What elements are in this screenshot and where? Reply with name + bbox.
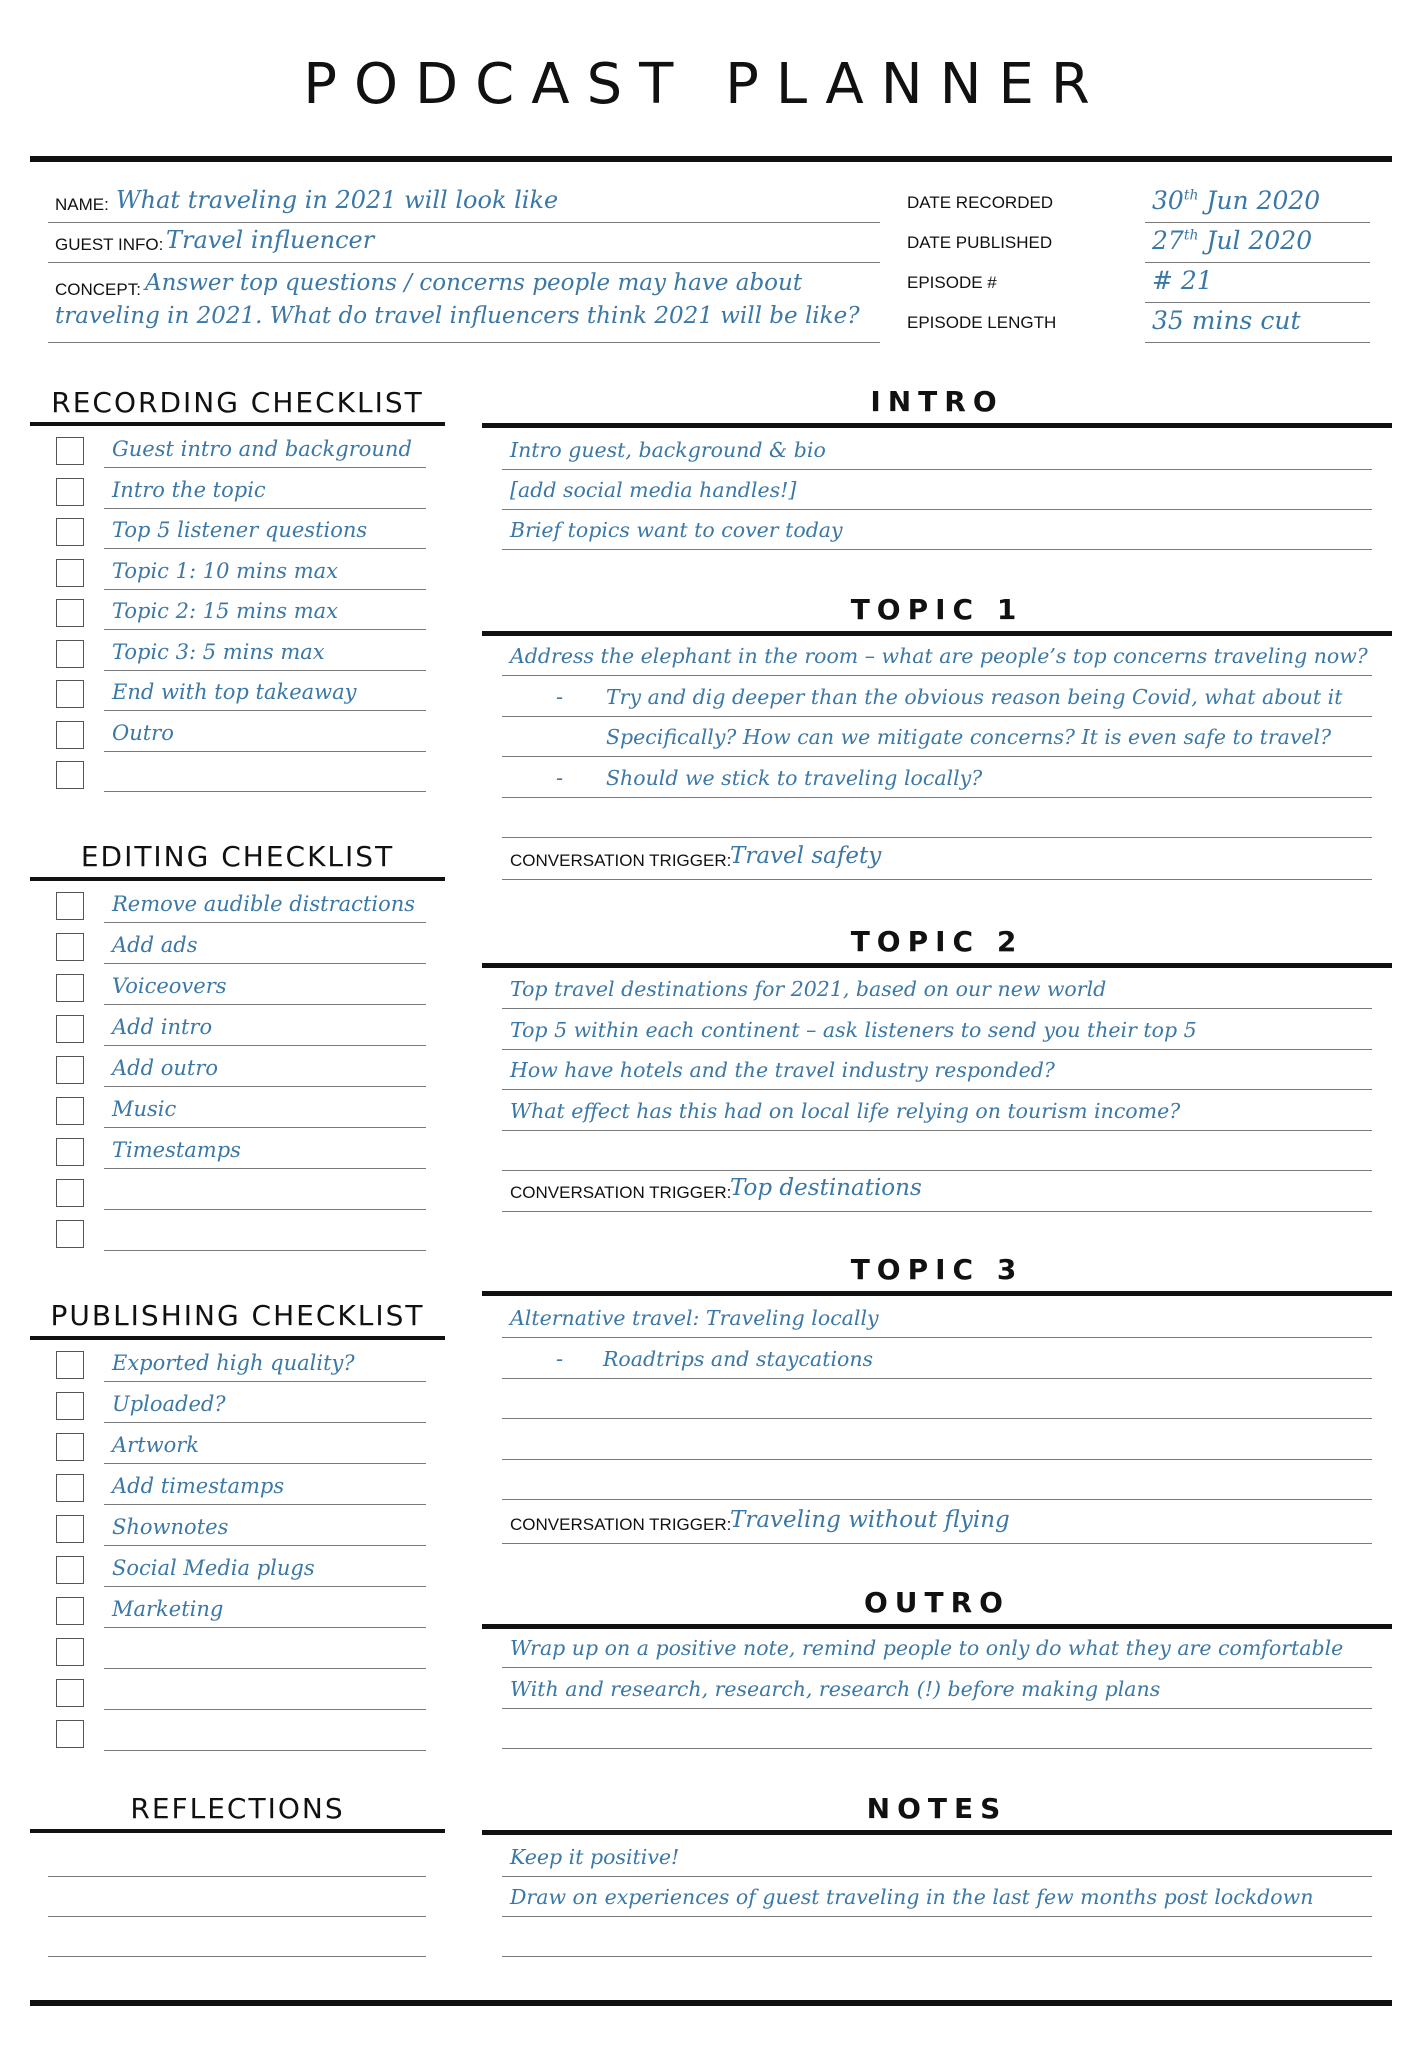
date-recorded-day: 30 [1152,186,1184,215]
episode-number-label: EPISODE # [907,273,997,292]
checklist-item-label[interactable]: Add intro [112,1015,213,1039]
concept-value-line2[interactable]: traveling in 2021. What do travel influencers think 2021 will be like? [55,303,860,329]
topic3-line-underline [502,1459,1372,1460]
name-underline [48,222,880,223]
topic1-trigger-value[interactable]: Travel safety [730,843,882,869]
checkbox[interactable] [56,478,84,506]
topic1-line-underline [502,716,1372,717]
topic1-line-text[interactable]: Specifically? How can we mitigate concerns? It is even safe to travel? [606,725,1332,749]
date-recorded-suffix: th [1183,187,1199,204]
checklist-item-underline [104,670,426,671]
checklist-item-label[interactable]: End with top takeaway [112,680,357,704]
topic2-line-underline [502,1049,1372,1050]
topic2-line-text[interactable]: What effect has this had on local life relying on tourism income? [510,1098,1181,1123]
checklist-item-underline [104,1750,426,1751]
topic3-line-text[interactable]: Alternative travel: Traveling locally [510,1306,879,1330]
intro-line-text[interactable]: Intro guest, background & bio [510,438,826,462]
checklist-item-underline [104,1627,426,1628]
intro-line-underline [502,509,1372,510]
checkbox[interactable] [56,559,84,587]
checklist-item-label[interactable]: Shownotes [112,1515,229,1539]
guest-info-value[interactable]: Travel influencer [166,226,375,254]
topic2-line-text[interactable]: Top travel destinations for 2021, based on our new world [510,977,1107,1001]
checkbox[interactable] [56,1056,84,1084]
checkbox[interactable] [56,640,84,668]
date-recorded-value[interactable] [1152,186,1320,215]
checklist-item-underline [104,1709,426,1710]
bullet-dash: - [556,1346,564,1371]
checklist-item-label[interactable]: Add timestamps [112,1474,285,1498]
reflections-line[interactable] [48,1956,426,1957]
checklist-item-label[interactable]: Add ads [112,933,198,957]
checklist-item-underline [104,548,426,549]
episode-number-underline [1145,302,1370,303]
outro-title: OUTRO [863,1586,1010,1619]
reflections-line[interactable] [48,1916,426,1917]
checkbox[interactable] [56,1097,84,1125]
topic1-line-underline [502,837,1372,838]
checklist-item-underline [104,589,426,590]
reflections-rule [30,1829,445,1833]
checkbox[interactable] [56,1556,84,1584]
checklist-item-label[interactable]: Timestamps [112,1138,241,1162]
outro-line-underline [502,1748,1372,1749]
topic2-line-underline [502,1170,1372,1171]
checkbox[interactable] [56,1179,84,1207]
outro-line-underline [502,1708,1372,1709]
topic3-line-underline [502,1418,1372,1419]
checklist-item-underline [104,963,426,964]
checklist-item-underline [104,1168,426,1169]
checklist-item-label[interactable]: Uploaded? [112,1392,226,1416]
header-top-rule [30,156,1392,162]
checklist-item-underline [104,1463,426,1464]
checklist-item-label[interactable]: Topic 2: 15 mins max [112,599,339,623]
checklist-item-underline [104,629,426,630]
notes-line-underline [502,1956,1372,1957]
checkbox[interactable] [56,933,84,961]
notes-line-text[interactable]: Keep it positive! [510,1845,680,1869]
topic3-title: TOPIC 3 [850,1253,1024,1286]
checkbox[interactable] [56,1351,84,1379]
topic1-line-text[interactable]: Try and dig deeper than the obvious reason being Covid, what about it [606,684,1343,709]
checkbox[interactable] [56,599,84,627]
notes-rule [482,1830,1392,1835]
checklist-item-label[interactable]: Artwork [112,1433,200,1457]
topic3-line-underline [502,1337,1372,1338]
intro-line-text[interactable]: Brief topics want to cover today [510,518,843,542]
checklist-item-label[interactable]: Topic 3: 5 mins max [112,639,325,664]
concept-label: CONCEPT: [55,280,141,299]
topic3-line-underline [502,1499,1372,1500]
checkbox[interactable] [56,1015,84,1043]
date-published-underline [1145,262,1370,263]
checklist-item-underline [104,710,426,711]
checklist-item-underline [104,1586,426,1587]
checkbox[interactable] [56,1220,84,1248]
reflections-line[interactable] [48,1876,426,1877]
checklist-item-underline [104,1127,426,1128]
date-published-value[interactable] [1152,226,1312,255]
date-published-month-year: Jul 2020 [1198,226,1313,255]
checklist-item-underline [104,1250,426,1251]
checkbox[interactable] [56,1720,84,1748]
checkbox[interactable] [56,437,84,465]
page-bottom-rule [30,2000,1392,2006]
outro-line-text[interactable]: Wrap up on a positive note, remind people to only do what they are comfortable [510,1636,1344,1660]
checklist-item-underline [104,1545,426,1546]
topic2-line-underline [502,1008,1372,1009]
name-label: NAME: [55,195,109,214]
topic2-title: TOPIC 2 [850,925,1024,958]
topic2-line-text[interactable]: How have hotels and the travel industry responded? [510,1058,1055,1082]
date-recorded-month-year: Jun 2020 [1198,186,1321,215]
name-value[interactable]: What traveling in 2021 will look like [116,186,559,214]
date-published-day: 27 [1152,226,1184,255]
topic2-line-underline [502,1130,1372,1131]
checklist-item-underline [104,1004,426,1005]
checklist-item-underline [104,1668,426,1669]
editing-checklist-rule [30,877,445,881]
topic3-rule [482,1291,1392,1296]
topic3-trigger-label: CONVERSATION TRIGGER: [510,1515,732,1534]
concept-value-line1[interactable]: Answer top questions / concerns people may have about [145,270,803,296]
topic3-line-underline [502,1378,1372,1379]
recording-checklist-title: RECORDING CHECKLIST [51,386,424,419]
checklist-item-label[interactable]: Exported high quality? [112,1351,355,1375]
reflections-title: REFLECTIONS [130,1792,345,1825]
checklist-item-label[interactable]: Social Media plugs [112,1556,315,1580]
topic1-line-text[interactable]: Address the elephant in the room – what are people’s top concerns traveling now? [510,644,1368,668]
intro-line-text[interactable]: [add social media handles!] [510,478,797,502]
episode-length-label: EPISODE LENGTH [907,313,1057,332]
page-title: PODCAST PLANNER [303,52,1107,117]
checklist-item-label[interactable]: Marketing [112,1597,224,1621]
checkbox[interactable] [56,974,84,1002]
checkbox[interactable] [56,1679,84,1707]
notes-line-text[interactable]: Draw on experiences of guest traveling in the last few months post lockdown [510,1885,1314,1909]
episode-length-underline [1145,342,1370,343]
checklist-item-underline [104,751,426,752]
checklist-item-underline [104,791,426,792]
publishing-checklist-rule [30,1336,445,1340]
intro-line-underline [502,549,1372,550]
checkbox[interactable] [56,680,84,708]
topic1-line-underline [502,797,1372,798]
outro-line-underline [502,1667,1372,1668]
checklist-item-underline [104,1045,426,1046]
notes-line-underline [502,1876,1372,1877]
notes-title: NOTES [866,1792,1008,1825]
topic2-rule [482,963,1392,968]
checklist-item-underline [104,1504,426,1505]
topic3-trigger-underline [502,1543,1372,1544]
topic3-line-text[interactable]: Roadtrips and staycations [603,1346,874,1371]
checkbox[interactable] [56,1638,84,1666]
date-published-suffix: th [1183,227,1199,244]
bullet-dash: - [556,765,564,790]
checklist-item-label[interactable]: Topic 1: 10 mins max [112,558,339,583]
checklist-item-underline [104,1209,426,1210]
topic1-line-underline [502,756,1372,757]
checkbox[interactable] [56,721,84,749]
checkbox[interactable] [56,1392,84,1420]
checklist-item-underline [104,922,426,923]
topic2-trigger-value[interactable]: Top destinations [730,1175,922,1201]
intro-line-underline [502,469,1372,470]
checklist-item-label[interactable]: Guest intro and background [112,437,412,461]
recording-checklist-rule [30,422,445,426]
bullet-dash: - [556,684,564,709]
date-recorded-label: DATE RECORDED [907,193,1054,212]
topic2-line-text[interactable]: Top 5 within each continent – ask listeners to send you their top 5 [510,1017,1197,1042]
editing-checklist-title: EDITING CHECKLIST [80,840,395,873]
checklist-item-label[interactable]: Voiceovers [112,974,227,998]
checklist-item-underline [104,1086,426,1087]
checkbox[interactable] [56,1433,84,1461]
topic2-line-underline [502,1089,1372,1090]
checklist-item-label[interactable]: Add outro [112,1056,219,1080]
checklist-item-label[interactable]: Top 5 listener questions [112,518,368,542]
topic1-trigger-label: CONVERSATION TRIGGER: [510,851,732,870]
concept-underline [48,342,880,343]
checkbox[interactable] [56,1597,84,1625]
topic2-trigger-underline [502,1211,1372,1212]
guest-info-underline [48,262,880,263]
intro-title: INTRO [870,385,1004,418]
topic2-trigger-label: CONVERSATION TRIGGER: [510,1183,732,1202]
topic3-trigger-value[interactable]: Traveling without flying [730,1507,1010,1533]
checkbox[interactable] [56,1138,84,1166]
outro-rule [482,1624,1392,1629]
checklist-item-underline [104,508,426,509]
episode-number-value[interactable]: # 21 [1152,266,1213,295]
publishing-checklist-title: PUBLISHING CHECKLIST [50,1299,425,1332]
checklist-item-underline [104,467,426,468]
checklist-item-label[interactable]: Remove audible distractions [112,892,416,916]
episode-length-value[interactable]: 35 mins cut [1152,306,1301,335]
checklist-item-underline [104,1381,426,1382]
topic1-trigger-underline [502,879,1372,880]
topic1-rule [482,631,1392,636]
checklist-item-label[interactable]: Intro the topic [112,477,266,502]
checklist-item-underline [104,1422,426,1423]
checklist-item-label[interactable]: Music [112,1097,177,1121]
topic1-line-underline [502,675,1372,676]
notes-line-underline [502,1916,1372,1917]
topic1-title: TOPIC 1 [850,593,1024,626]
topic1-line-text[interactable]: Should we stick to traveling locally? [606,765,983,790]
date-recorded-underline [1145,222,1370,223]
checklist-item-label[interactable]: Outro [112,720,174,745]
checkbox[interactable] [56,1515,84,1543]
checkbox[interactable] [56,1474,84,1502]
outro-line-text[interactable]: With and research, research, research (!) before making plans [510,1676,1161,1701]
checkbox[interactable] [56,518,84,546]
checkbox[interactable] [56,761,84,789]
guest-info-label: GUEST INFO: [55,235,164,254]
intro-rule [482,423,1392,428]
date-published-label: DATE PUBLISHED [907,233,1053,252]
checkbox[interactable] [56,892,84,920]
